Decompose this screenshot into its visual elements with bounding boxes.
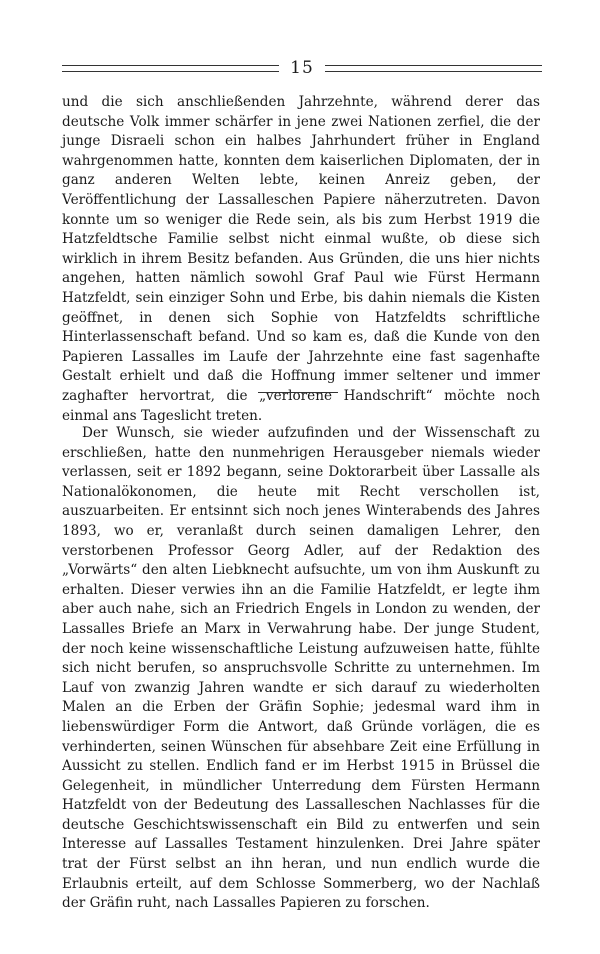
paragraph-block-2	[62, 424, 540, 914]
header-rule-right	[325, 65, 542, 72]
page-header	[62, 56, 542, 80]
page-number: 15	[290, 58, 314, 78]
paragraph-2: Der Wunsch, sie wieder aufzufinden und der Wissenschaft zu erschließen, hatte den nunmehrigen Herausgeber niemals wieder verlassen, seit er 1892 begann, seine Doktorarbeit über Lassalle als Nationalökonomen, die heute mit Recht verschollen ist, auszuarbeiten. Er entsinnt sich noch jenes Winterabends des Jahres 1893, wo er, veranlaßt durch seinen damaligen Lehrer, den verstorbenen Professor Georg Adler, auf der Redaktion des „Vorwärts“ den alten Liebknecht aufsuchte, um von ihm Auskunft zu erhalten. Dieser verwies ihn an die Familie Hatzfeldt, er legte ihm aber auch nahe, sich an Friedrich Engels in London zu wenden, der Lassalles Briefe an Marx in Verwahrung habe. Der junge Student, der noch keine wissenschaftliche Leistung aufzuweisen hatte, fühlte sich nicht berufen, so anspruchsvolle Schritte zu unternehmen. Im Lauf von zwanzig Jahren wandte er sich darauf zu wiederholten Malen an die Erben der Gräfin Sophie; jedesmal ward ihm in liebenswürdiger Form die Antwort, daß Gründe vorlägen, die es verhinderten, seinen Wünschen für absehbare Zeit eine Erfüllung in Aussicht zu stellen. Endlich fand er im Herbst 1915 in Brüssel die Gelegenheit, in mündlicher Unterredung dem Fürsten Hermann Hatzfeldt von der Bedeutung des Lassalleschen Nachlasses für die deutsche Geschichtswissenschaft ein Bild zu entwerfen und sein Interesse auf Lassalles Testament hinzulenken. Drei Jahre später trat der Fürst selbst an ihn heran, und nun endlich wurde die Erlaubnis erteilt, auf dem Schlosse Sommerberg, wo der Nachlaß der Gräfin ruht, nach Lassalles Papieren zu forschen.	[62, 425, 540, 912]
header-rule-left	[62, 65, 279, 72]
paragraph-continuation-block	[62, 93, 540, 426]
paragraph-1: und die sich anschließenden Jahrzehnte, während derer das deutsche Volk immer schärfer in jene zwei Nationen zerfiel, die der junge Disraeli schon ein halbes Jahrhundert früher in England wahrgenommen hatte, konnten dem kaiserlichen Diplomaten, der in ganz anderen Welten lebte, keinen Anreiz geben, der Veröffentlichung der Lassalleschen Papiere näherzutreten. Davon konnte um so weniger die Rede sein, als bis zum Herbst 1919 die Hatzfeldtsche Familie selbst nicht einmal wußte, ob diese sich wirklich in ihrem Besitz befanden. Aus Gründen, die uns hier nichts angehen, hatten nämlich sowohl Graf Paul wie Fürst Hermann Hatzfeldt, sein einziger Sohn und Erbe, bis dahin niemals die Kisten geöffnet, in denen sich Sophie von Hatzfeldts schriftliche Hinterlassenschaft befand. Und so kam es, daß die Kunde von den Papieren Lassalles im Laufe der Jahrzehnte eine fast sagenhafte Gestalt erhielt und daß die Hoffnung immer seltener und immer zaghafter hervortrat, die „verlorene Handschrift“ möchte noch einmal ans Tageslicht treten.	[62, 94, 540, 424]
section-divider	[258, 392, 338, 393]
